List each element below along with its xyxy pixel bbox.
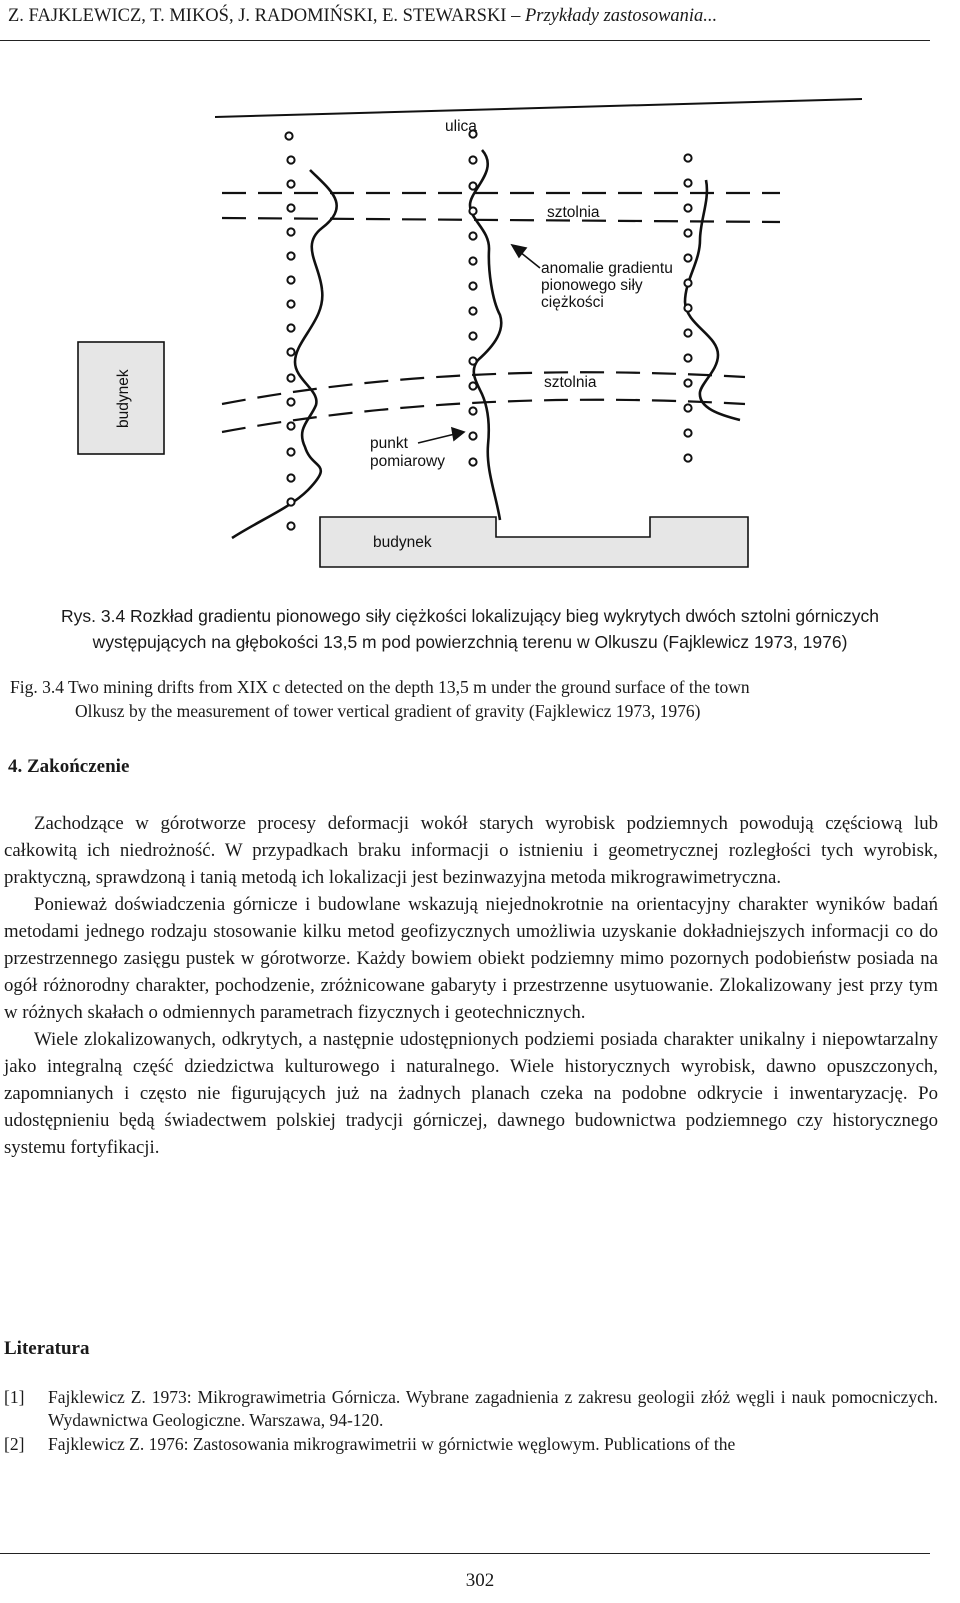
label-point-2: pomiarowy <box>370 453 445 470</box>
page-number: 302 <box>465 1570 495 1591</box>
label-drift-upper: sztolnia <box>547 204 600 221</box>
label-street: ulica <box>445 118 477 135</box>
anomaly-curves <box>232 150 740 538</box>
reference-number: [1] <box>4 1387 25 1407</box>
annotation-arrows <box>418 245 540 443</box>
paragraph: Ponieważ doświadczenia górnicze i budowlane wskazują niejednokrotnie na orientacyjny charakter wyników badań metodami jednego rodzaju stosowanie kilku metod geofizycznych umożliwia uzyskanie dokładniejszych informacji co do przestrzennego zasięgu pustek w górotworze. Każdy bowiem obiekt podziemny mimo pozornych podobieństw posiada na ogół różnorodny charakter, pochodzenie, zróżnicowane gabaryty i przestrzenne usytuowanie. Zlokalizowany jest przy tym w różnych skałach o odmiennych parametrach fizycznych i geotechnicznych. <box>4 894 938 1023</box>
literature-title: Literatura <box>4 1338 90 1359</box>
reference-item <box>4 1433 938 1456</box>
lower-drift <box>222 372 745 432</box>
section-body <box>4 810 938 1161</box>
footer-rule <box>0 1553 930 1554</box>
label-drift-lower: sztolnia <box>544 374 597 391</box>
figure-map <box>0 80 960 580</box>
figure-caption-pl: Rys. 3.4 Rozkład gradientu pionowego siły ciężkości lokalizujący bieg wykrytych dwóch sztolni górniczych występujących na głębokości 13,5 m pod powierzchnią terenu w Olkuszu (Fajklewicz 1973, 1976) <box>60 606 879 652</box>
label-building-bottom: budynek <box>373 534 432 551</box>
label-anomaly-1: anomalie gradientu <box>541 260 673 277</box>
label-anomaly-2: pionowego siły <box>541 277 643 294</box>
reference-text: Fajklewicz Z. 1976: Zastosowania mikrograwimetrii w górnictwie węglowym. Publications of the <box>48 1434 736 1454</box>
figure-caption-en <box>10 675 930 723</box>
reference-text: Fajklewicz Z. 1973: Mikrograwimetria Górnicza. Wybrane zagadnienia z zakresu geologii złóż węgli i nauk pomocniczych. Wydawnictwa Geologiczne. Warszawa, 94-120. <box>48 1387 938 1430</box>
figure-caption-en-line1: Fig. 3.4 Two mining drifts from XIX c detected on the depth 13,5 m under the ground surface of the town <box>10 677 750 697</box>
running-head-authors: Z. FAJKLEWICZ, T. MIKOŚ, J. RADOMIŃSKI, E. STEWARSKI <box>8 6 507 26</box>
running-head-title: – Przykłady zastosowania... <box>506 6 718 26</box>
label-point-1: punkt <box>370 435 408 452</box>
reference-item <box>4 1386 938 1432</box>
reference-number: [2] <box>4 1434 25 1454</box>
paragraph: Zachodzące w górotworze procesy deformacji wokół starych wyrobisk podziemnych powodują częściową lub całkowitą ich niedrożność. W przypadkach braku informacji o istnieniu i geometrycznej rozległości tych wyrobisk, praktyczną, sprawdzoną i tanią metodą ich lokalizacji jest bezinwazyjna metoda mikrograwimetryczna. <box>4 813 938 888</box>
section-title: 4. Zakończenie <box>8 756 130 777</box>
running-head <box>8 6 717 27</box>
label-anomaly-3: ciężkości <box>541 294 604 311</box>
paragraph: Wiele zlokalizowanych, odkrytych, a następnie udostępnionych podziemi posiada charakter unikalny i niepowtarzalny jako integralną część dziedzictwa kulturowego i naturalnego. Wiele historycznych wyrobisk, dawno opuszczonych, zapomnianych i często nie figurujących już na żadnych planach czeka na podobne odkrycie i inwentaryzację. Po udostępnieniu będą świadectwem polskiej tradycji górniczej, dawnego budownictwa podziemnego czy historycznego systemu fortyfikacji. <box>4 1029 938 1158</box>
label-building-left: budynek <box>115 369 132 428</box>
street-line <box>215 99 862 117</box>
header-rule <box>0 40 930 41</box>
upper-drift <box>222 193 780 222</box>
figure-caption-en-line2: Olkusz by the measurement of tower vertical gradient of gravity (Fajklewicz 1973, 1976) <box>75 701 701 721</box>
reference-list <box>4 1386 938 1457</box>
